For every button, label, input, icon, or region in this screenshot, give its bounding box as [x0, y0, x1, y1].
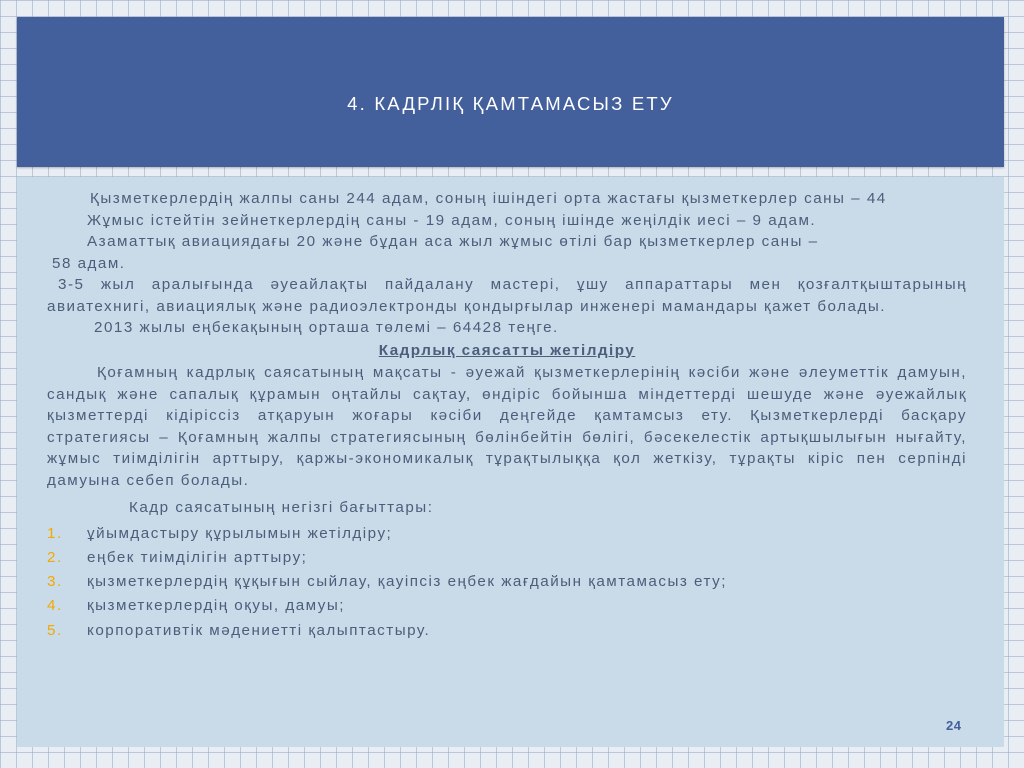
paragraph-experience-line: Азаматтық авиациядағы 20 және бұдан аса жыл жұмыс өтілі бар қызметкерлер саны –: [87, 233, 819, 250]
section-heading: Кадрлық саясатты жетілдіру: [378, 341, 636, 359]
list-item: [47, 619, 967, 643]
paragraph-staff-total: Қызметкерлердің жалпы саны 244 адам, соның ішіндегі орта жастағы қызметкерлер саны – 44: [90, 190, 887, 207]
list-number: 4.: [47, 597, 63, 615]
list-item-text: ұйымдастыру құрылымын жетілдіру;: [87, 524, 393, 542]
list-number: 2.: [47, 548, 63, 566]
directions-list: [47, 522, 967, 643]
paragraph-policy: Қоғамның кадрлық саясатының мақсаты - әуежай қызметкерлерінің кәсіби және әлеуметтік дамуын, сандық және сапалық құрамын оңтайлы сақтау, өндіріс бойынша міндеттерді шешуде және әуежайлық қызметтерді кідіріссіз атқаруын жоғары кәсіби деңгейде қамтамсыз ету. Қызметкерлерді басқару стратегиясы – Қоғамның жалпы стратегиясының бөлінбейтін бөлігі, бәсекелестік артықшылығын нығайту, жұмыс тиімділігін арттыру, қаржы-экономикалық тұрақтылыққа қол жеткізу, тұрақты кіріс пен серпінді дамуына себеп болады.: [47, 364, 967, 489]
paragraph-experience: [47, 231, 967, 274]
list-item: [47, 546, 967, 570]
list-item-text: корпоративтік мәдениетті қалыптастыру.: [87, 621, 431, 639]
list-item-text: еңбек тиімділігін арттыру;: [87, 548, 308, 566]
title-banner: [17, 17, 1004, 167]
slide-body: [47, 188, 967, 643]
paragraph-pensioners: Жұмыс істейтін зейнеткерлердің саны - 19 адам, соның ішінде жеңілдік иесі – 9 адам.: [87, 211, 817, 229]
paragraph-average-salary: 2013 жылы еңбекақының орташа төлемі – 64428 теңге.: [94, 319, 559, 336]
content-panel: [17, 177, 1004, 747]
list-item: [47, 522, 967, 546]
paragraph-experience-count: 58 адам.: [52, 254, 126, 272]
paragraph-specialists-needed: 3-5 жыл аралығында әуеайлақты пайдалану мастері, ұшу аппараттары мен қозғалтқыштарының авиатехнигі, авиациялық және радиоэлектронды қондырғылар инженері мамандары қажет болады.: [47, 276, 967, 315]
list-item-text: қызметкерлердің құқығын сыйлау, қауіпсіз еңбек жағдайын қамтамасыз ету;: [87, 573, 727, 591]
list-item-text: қызметкерлердің оқуы, дамуы;: [87, 597, 345, 615]
list-number: 3.: [47, 573, 63, 591]
list-item: [47, 570, 967, 594]
directions-intro: Кадр саясатының негізгі бағыттары:: [129, 499, 434, 516]
list-item: [47, 594, 967, 618]
list-number: 5.: [47, 621, 63, 639]
slide-title: 4. КАДРЛІҚ ҚАМТАМАСЫЗ ЕТУ: [347, 93, 674, 114]
page-number: 24: [946, 718, 962, 733]
list-number: 1.: [47, 524, 63, 542]
